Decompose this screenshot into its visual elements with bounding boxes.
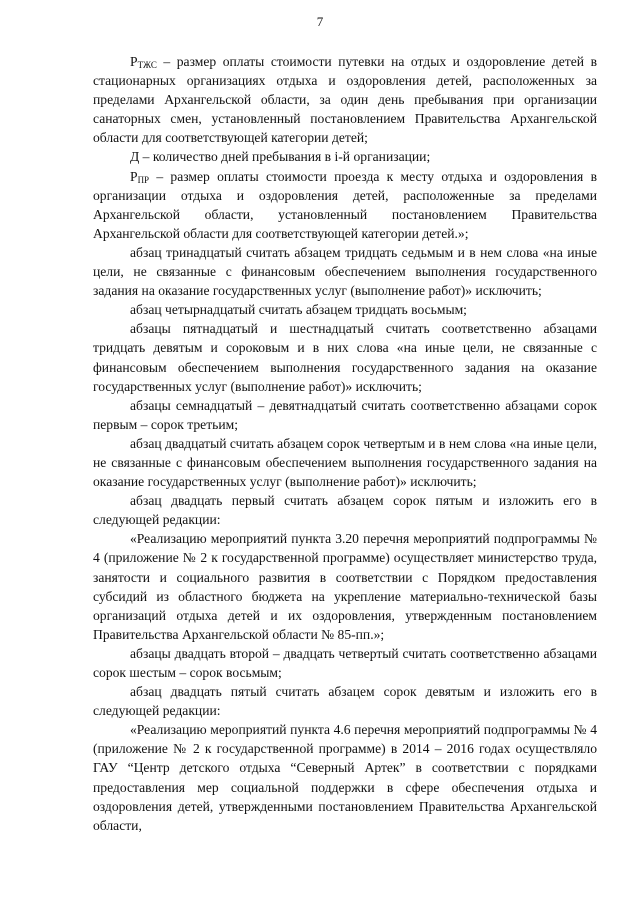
paragraph: абзац двадцатый считать абзацем сорок четвертым и в нем слова «на иные цели, не связанные с финансовым обеспечением выполнения государственного задания на оказание государственных услуг (выполнение работ)» исключить; bbox=[93, 435, 597, 490]
paragraph-text: – размер оплаты стоимости путевки на отдых и оздоровление детей в стационарных организациях отдыха и оздоровления детей, расположенных за пределами Архангельской области, за один день пребывания при организации санаторных смен, установленный постановлением Правительства Архангельской области для соответствующей категории детей; bbox=[93, 54, 597, 146]
paragraph: абзацы пятнадцатый и шестнадцатый считать соответственно абзацами тридцать девятым и сороковым и в них слова «на иные цели, не связанные с финансовым обеспечением выполнения государственного задания на оказание государственных услуг (выполнение работ)» исключить; bbox=[93, 321, 597, 394]
subscript-pr: ПР bbox=[137, 174, 150, 185]
paragraph: абзац двадцать пятый считать абзацем сорок девятым и изложить его в следующей редакции: bbox=[93, 684, 597, 719]
paragraph: абзацы двадцать второй – двадцать четвертый считать соответственно абзацами сорок шестым – сорок восьмым; bbox=[93, 645, 597, 680]
subscript-tzhs: ТЖС bbox=[137, 60, 157, 70]
symbol-r: Р bbox=[130, 54, 138, 69]
paragraph: абзац тринадцатый считать абзацем тридцать седьмым и в нем слова «на иные цели, не связанные с финансовым обеспечением выполнения государственного задания на оказание государственных услуг (выполнение работ)» исключить; bbox=[93, 244, 597, 299]
symbol-r: Р bbox=[130, 168, 138, 184]
paragraph: абзац четырнадцатый считать абзацем тридцать восьмым; bbox=[130, 302, 467, 318]
document-body bbox=[93, 52, 597, 835]
paragraph: абзацы семнадцатый – девятнадцатый считать соответственно абзацами сорок первым – сорок третьим; bbox=[93, 397, 597, 432]
page-number: 7 bbox=[316, 14, 324, 29]
paragraph-text: – размер оплаты стоимости проезда к месту отдыха и оздоровления в организации отдыха и оздоровления детей, расположенные за пределами Архангельской области, установленный постановлением Правительства Архангельской области для соответствующей категории детей.»; bbox=[93, 168, 597, 241]
paragraph-quote: «Реализацию мероприятий пункта 3.20 перечня мероприятий подпрограммы № 4 (приложение № 2 к государственной программе) осуществляет министерство труда, занятости и социального развития в соответствии с Порядком предоставления субсидий из областного бюджета на укрепление материально-технической базы организаций отдыха детей и их оздоровления, утвержденным постановлением Правительства Архангельской области № 85-пп.»; bbox=[93, 531, 597, 642]
paragraph: абзац двадцать первый считать абзацем сорок пятым и изложить его в следующей редакции: bbox=[93, 493, 597, 528]
paragraph-quote: «Реализацию мероприятий пункта 4.6 перечня мероприятий подпрограммы № 4 (приложение № 2 к государственной программе) в 2014 – 2016 годах осуществляло ГАУ “Центр детского отдыха “Северный Артек” в соответствии с порядками предоставления мер социальной поддержки в сфере обеспечения отдыха и оздоровления детей, утвержденными постановлением Правительства Архангельской области, bbox=[93, 722, 597, 833]
paragraph-days: Д – количество дней пребывания в i-й организации; bbox=[130, 149, 431, 165]
paragraph-r-tzhs bbox=[93, 52, 597, 147]
paragraph-r-pr bbox=[93, 167, 597, 243]
